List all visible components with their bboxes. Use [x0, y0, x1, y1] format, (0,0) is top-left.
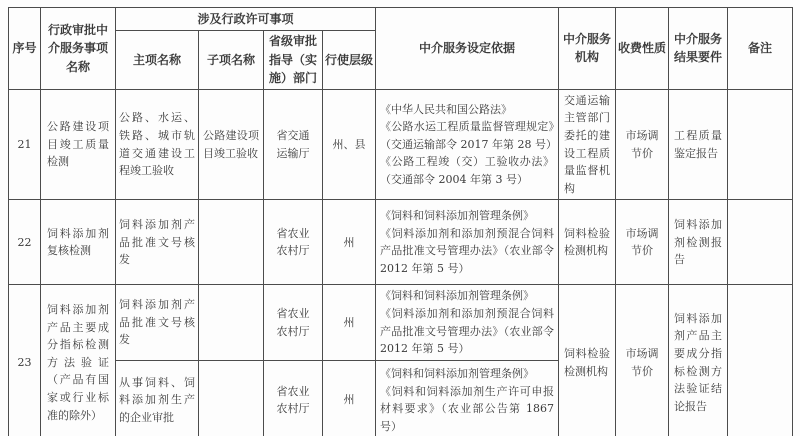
header-result: 中介服务结果要件	[669, 8, 728, 90]
basis-line: 《公路水运工程质量监督管理规定》（交通运输部令 2017 年第 28 号）	[380, 120, 557, 151]
header-agency: 中介服务机构	[559, 8, 616, 90]
basis-line: 《饲料和饲料添加剂生产许可申报材料要求》（农业部公告第 1867 号）	[380, 384, 555, 433]
table-row	[9, 200, 793, 285]
table-row	[9, 285, 793, 360]
result-cell: 工程质量鉴定报告	[669, 89, 728, 200]
header-service-name: 行政审批中介服务事项名称	[41, 8, 116, 90]
basis-line: 《饲料添加剂和添加剂预混合饲料产品批准文号管理办法》（农业部令 2012 年第 5 号）	[380, 306, 555, 356]
service-name-cell: 饲料添加剂复核检测	[41, 200, 116, 285]
main-item-cell: 饲料添加剂产品批准文号核发	[116, 285, 199, 360]
level-cell: 州、县	[323, 89, 376, 200]
header-remark: 备注	[728, 8, 793, 90]
basis-line: 《饲料和饲料添加剂管理条例》	[380, 289, 535, 303]
main-item-cell: 饲料添加剂产品批准文号核发	[116, 200, 199, 285]
header-sub-item: 子项名称	[199, 31, 264, 90]
header-basis: 中介服务设定依据	[376, 8, 559, 90]
seq-cell: 22	[9, 200, 41, 285]
basis-cell	[376, 200, 559, 285]
result-cell: 饲料添加剂产品主要成分指标检测方法验证结论报告	[669, 285, 728, 436]
basis-line: 《公路工程竣（交）工验收办法》（交通部令 2004 年第 3 号）	[380, 155, 555, 186]
basis-line: 《饲料和饲料添加剂管理条例》	[380, 367, 535, 381]
header-seq: 序号	[9, 8, 41, 90]
fee-type-cell: 市场调节价	[616, 89, 669, 200]
basis-line: 《饲料和饲料添加剂管理条例》	[380, 209, 535, 223]
result-cell: 饲料添加剂检测报告	[669, 200, 728, 285]
table-row	[9, 89, 793, 200]
seq-cell: 23	[9, 285, 41, 436]
fee-type-cell: 市场调节价	[616, 200, 669, 285]
header-department: 省级审批指导（实施）部门	[264, 31, 323, 90]
department-cell: 省农业农村厅	[264, 285, 323, 360]
basis-line: 《中华人民共和国公路法》	[380, 102, 513, 116]
sub-item-cell	[199, 200, 264, 285]
agency-cell: 饲料检验检测机构	[559, 285, 616, 436]
basis-line: 《饲料添加剂和添加剂预混合饲料产品批准文号管理办法》（农业部令 2012 年第 5 号）	[380, 226, 555, 275]
department-cell: 省农业农村厅	[264, 200, 323, 285]
fee-type-cell: 市场调节价	[616, 285, 669, 436]
main-item-cell: 从事饲料、饲料添加剂生产的企业审批	[116, 360, 199, 436]
agency-cell: 饲料检验检测机构	[559, 200, 616, 285]
main-item-cell: 公路、水运、铁路、城市轨道交通建设工程竣工验收	[116, 89, 199, 200]
basis-cell	[376, 89, 559, 200]
department-cell: 省交通运输厅	[264, 89, 323, 200]
service-name-cell: 公路建设项目竣工质量检测	[41, 89, 116, 200]
header-level: 行使层级	[323, 31, 376, 90]
basis-cell	[376, 360, 559, 436]
sub-item-cell	[199, 360, 264, 436]
header-main-item: 主项名称	[116, 31, 199, 90]
level-cell: 州	[323, 285, 376, 360]
intermediary-services-table	[8, 7, 793, 436]
level-cell: 州	[323, 200, 376, 285]
agency-cell: 交通运输主管部门委托的建设工程质量监督机构	[559, 89, 616, 200]
department-cell: 省农业农村厅	[264, 360, 323, 436]
header-fee-type: 收费性质	[616, 8, 669, 90]
sub-item-cell	[199, 285, 264, 360]
sub-item-cell: 公路建设项目竣工验收	[199, 89, 264, 200]
header-license-group: 涉及行政许可事项	[116, 8, 376, 31]
remark-cell	[728, 200, 793, 285]
remark-cell	[728, 285, 793, 436]
remark-cell	[728, 89, 793, 200]
level-cell: 州	[323, 360, 376, 436]
seq-cell: 21	[9, 89, 41, 200]
basis-cell	[376, 285, 559, 360]
service-name-cell: 饲料添加剂产品主要成分指标检测方法验证（产品有国家或行业标准的除外）	[41, 285, 116, 436]
header-row-1	[9, 8, 793, 31]
